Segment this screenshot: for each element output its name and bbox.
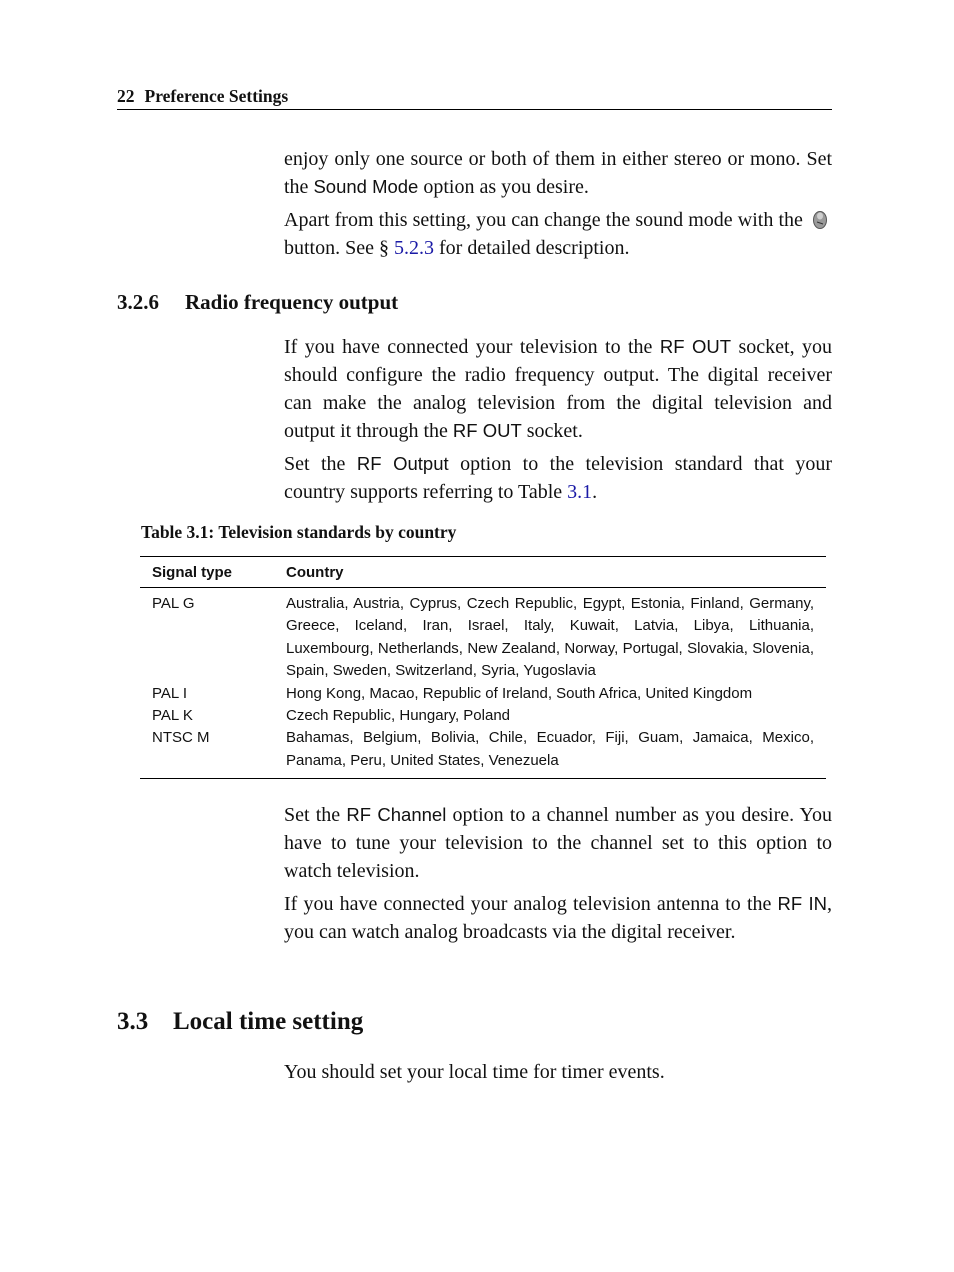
term-rf-out: RF OUT [659, 336, 732, 357]
tv-standards-table [140, 556, 826, 779]
paragraph-rf-out [284, 333, 832, 445]
header-country: Country [274, 557, 826, 588]
text: Set the [284, 804, 347, 826]
section-heading-3-2-6 [117, 290, 398, 315]
country-cell: Australia, Austria, Cyprus, Czech Republic, Egypt, Estonia, Finland, Germany, Greece, Iceland, Iran, Israel, Italy, Kuwait, Latvia, Libya, Lithuania, Luxembourg, Netherlands, New Zealand, Norway, Portugal, Slovakia, Slovenia, Spain, Sweden, Switzerland, Syria, Yugoslavia [286, 595, 814, 680]
paragraph-rf-output [284, 450, 832, 506]
running-head [117, 86, 832, 110]
term-rf-out: RF OUT [452, 420, 522, 441]
text: option as you desire. [418, 176, 589, 198]
remote-button-icon [811, 208, 829, 230]
section-heading-3-3 [117, 1008, 363, 1036]
table-row [140, 683, 826, 705]
page-number: 22 [117, 86, 135, 106]
text: Set the [284, 453, 357, 475]
country-cell: Hong Kong, Macao, Republic of Ireland, South Africa, United Kingdom [286, 684, 753, 702]
paragraph-sound-mode [284, 145, 832, 201]
text: If you have connected your television to the [284, 336, 660, 358]
signal-type-cell: NTSC M [152, 729, 210, 747]
section-title: Local time setting [173, 1008, 364, 1035]
paragraph-sound-button [284, 206, 832, 262]
text: button. See § [284, 237, 394, 259]
signal-type-cell: PAL K [152, 707, 193, 725]
text: for detailed description. [434, 237, 630, 259]
text: . [592, 481, 598, 503]
link-table-3-1[interactable]: 3.1 [567, 481, 593, 503]
table-row [140, 588, 826, 683]
term-rf-channel: RF Channel [346, 804, 447, 825]
section-title: Radio frequency output [185, 290, 399, 314]
header-signal-type: Signal type [140, 557, 274, 588]
text: option to a channel number as you desire. You have to tune your television to the channel set to this option to watch television. [284, 804, 833, 882]
text: enjoy only one source or both of them in either stereo or mono. Set the [284, 148, 832, 198]
section-number: 3.3 [117, 1008, 149, 1035]
text: Apart from this setting, you can change the sound mode with the [284, 209, 808, 231]
section-number: 3.2.6 [117, 290, 159, 314]
text: socket, you should configure the radio frequency output. The digital receiver can make the analog television from the digital television and output it through the [284, 336, 833, 442]
table-header-row [140, 557, 826, 588]
country-cell: Czech Republic, Hungary, Poland [286, 707, 511, 725]
term-sound-mode: Sound Mode [313, 176, 419, 197]
term-rf-in: RF IN [777, 893, 827, 914]
term-rf-output: RF Output [356, 453, 449, 474]
country-cell: Bahamas, Belgium, Bolivia, Chile, Ecuador, Fiji, Guam, Jamaica, Mexico, Panama, Peru, United States, Venezuela [286, 729, 814, 769]
table-row [140, 727, 826, 778]
text: option to the television standard that your country supports referring to Table [284, 453, 832, 503]
text: socket. [521, 420, 583, 442]
signal-type-cell: PAL G [152, 595, 195, 612]
paragraph-rf-in [284, 890, 832, 946]
signal-type-cell: PAL I [152, 684, 188, 702]
link-section-5-2-3[interactable]: 5.2.3 [394, 237, 434, 259]
paragraph-rf-channel [284, 801, 832, 885]
text: , you can watch analog broadcasts via the digital receiver. [284, 893, 832, 943]
table-row [140, 705, 826, 727]
paragraph-local-time: You should set your local time for timer events. [284, 1061, 665, 1083]
running-head-title: Preference Settings [144, 86, 289, 106]
text: If you have connected your analog television antenna to the [284, 893, 778, 915]
table-caption: Table 3.1: Television standards by country [141, 522, 457, 542]
